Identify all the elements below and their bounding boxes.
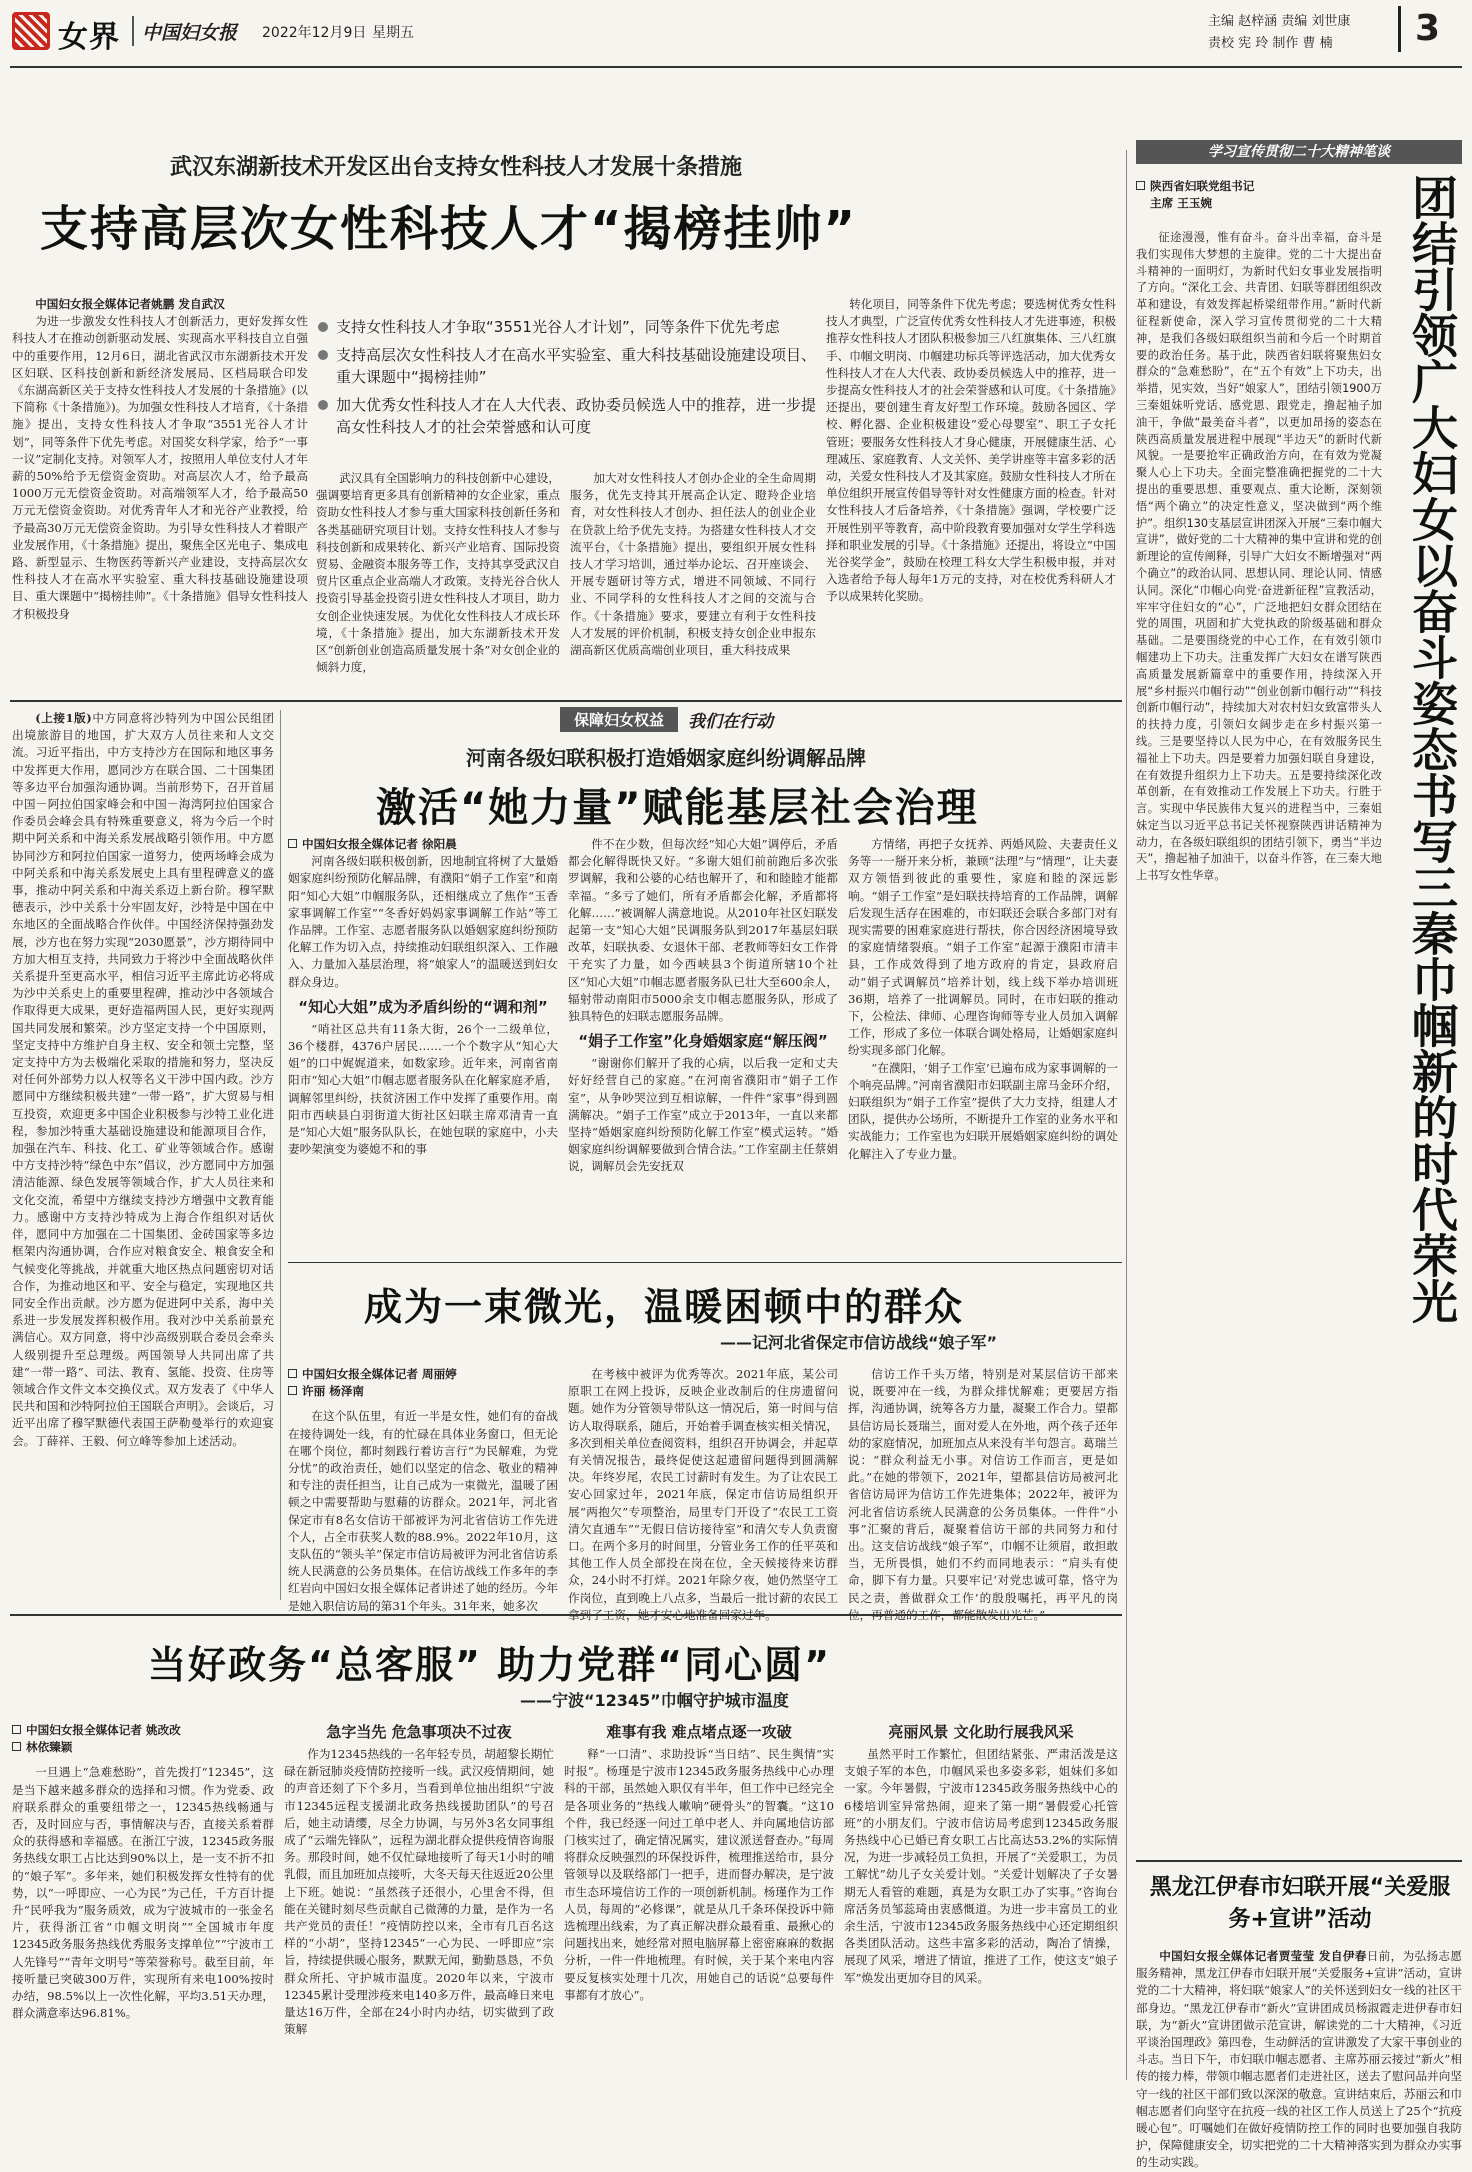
- masthead: [0, 0, 1472, 68]
- square-icon: [1136, 181, 1145, 190]
- article1-col2: [316, 470, 560, 696]
- article1-body: 为进一步激发女性科技人才创新活力，更好发挥女性科技人才在推动创新驱动发展、实现高水平科技自立自强中的重要作用，12月6日，湖北省武汉市东湖新技术开发区妇联、区科技创新和新经济发展局、区档局联合印发《东湖高新区关于支持女性科技人才发展的十条措施》(以下简称《十条措施》)。为加强女性科技人才培育，《十条措施》提出，支持女性科技人才争取“3551光谷人才计划”，同等条件下优先考虑。对国奖女科学家，给予“一事一议”定制化支持。对领军人才，按照用人单位支付人才年薪的50%给予无偿资金资助。对高层次人才，给予最高1000万元无偿资金资助。对高端领军人才，给予最高50万元无偿资金资助。对优秀青年人才和光谷产业教授，给予最高30万元无偿资金资助。为引导女性科技人才着眼产业发展作用，《十条措施》提出，聚焦全区光电子、集成电路、新型显示、生物医药等新兴产业建设，支持高层次女性科技人才在高水平实验室、重大科技基础设施建设项目、重大课题中“揭榜挂帅”。《十条措施》倡导女性科技人才积极投身: [12, 314, 308, 621]
- bullet-dot-icon: [318, 350, 328, 360]
- bullet-item: [318, 394, 818, 438]
- article1-col3: [570, 470, 816, 696]
- article3-col2: [568, 836, 838, 1256]
- section-rule: [10, 700, 1122, 702]
- article4-col3: [848, 1366, 1118, 1606]
- bullet-item: [318, 344, 818, 388]
- article1-kicker: 武汉东湖新技术开发区出台支持女性科技人才发展十条措施: [170, 155, 743, 180]
- section-rule: [288, 1262, 1122, 1263]
- article4-body: 在这个队伍里，有近一半是女性，她们有的奋战在接待调处一线，有的忙碌在具体业务窗口，但无论在哪个岗位，都时刻践行着访言行“为民解难，为党分忧”的政治责任，她们以坚定的信念、敬业的精神和专注的责任担当，让自己成为一束微光，温暖了困顿之中需要帮助与慰藉的访群众。2021年，河北省保定市有8名女信访干部被评为河北省信访工作先进个人，占全市获奖人数的88.9%。2022年10月，这支队伍的“领头羊”保定市信访局被评为河北省信访系统人民满意的公务员集体。在信访战线工作多年的李红岩向中国妇女报全媒体记者讲述了她的经历。今年是她入职信访局的第31个年头。31年来，她多次: [288, 1409, 558, 1613]
- article2-body: [12, 710, 274, 1450]
- article2-divider: [280, 710, 281, 1600]
- article1-body: 武汉具有全国影响力的科技创新中心建设，强调要培育更多具有创新精神的女企业家，重点资助女性科技人才参与重大国家科技创新任务和各类基础研究项目计划。支持女性科技人才参与科技创新和成果转化、新兴产业培育、国际投资贸易、金融资本服务等工作，支持其享受武汉自贸片区重点企业高端人才政策。支持光谷合伙人投资引导基金投资引进女性科技人才项目，助力女创企业快速发展。为优化女性科技人才成长环境，《十条措施》提出，加大东湖新技术开发区“创新创业创造高质量发展十条”对女创企业的倾斜力度，: [316, 471, 560, 675]
- article3-byline: 中国妇女报全媒体记者 徐阳晨: [302, 837, 457, 851]
- article5-body: 虽然平时工作繁忙，但团结紧张、严肃活泼是这支娘子军的本色，巾帼风采也多姿多彩，姐妹们多如一家。今年暑假，宁波市12345政务服务热线中心的6楼培训室异常热闹，迎来了第一期“暑假爱心托管班”的小朋友们。宁波市信访局考虑到12345政务服务热线中心已婚已育女职工占比高达53.2%的实际情况，为进一步减轻员工负担，开展了“关爱职工，为员工解忧”幼儿子女关爱计划。“关爱计划解决了子女暑期无人看管的难题，真是为女职工办了实事。”咨询台席活务员邹蕊琦由衷感慨道。为进一步丰富员工的业余生活，宁波市12345政务服务热线中心还定期组织各类团队活动。这些丰富多彩的活动，陶冶了情操，展现了风采，增进了情谊，推进了工作，使这支“娘子军”焕发出更加夺目的风采。: [844, 1747, 1118, 1985]
- article5-col2: [284, 1722, 554, 2142]
- header-divider: [132, 16, 134, 46]
- section-rule: [1136, 1860, 1462, 1862]
- sidebar-title: 团结引领广大妇女以奋斗姿态书写三秦巾帼新的时代荣光: [1405, 174, 1459, 1324]
- bullet-text: 加大优秀女性科技人才在人大代表、政协委员候选人中的推荐，进一步提高女性科技人才的社会荣誉感和认可度: [336, 396, 817, 436]
- banner-slogan: 我们在行动: [688, 711, 774, 732]
- article3-col1: [288, 836, 558, 1256]
- article5-body: 释“一口清”、求助投诉“当日结”、民生舆情“实时报”。杨瑾是宁波市12345政务服务热线中心办理科的干部，虽然她入职仅有半年，但工作中已经完全是各项业务的“热线人嗽响”硬骨头”的智囊。“这10个件，我已经逐一问过工单中老人、并向属地信访部门核实过了，确定情况属实，建议派送督查办。”每周将群众反映强烈的环保投诉件，梳理推送给市，县分管领导以及联络部门一把手，进而督办解决，是宁波市生态环境信访工作的一项创新机制。杨瑾作为工作人员，每周的“必修课”，就是从几千条环保投诉中筛选梳理出线索，为了真正解决群众最看重、最揪心的问题找出来，她经常对照电脑屏幕上密密麻麻的数据分析，一件一件地梳理。有时候，关于某个来电内容要反复核实处理十几次，用她自己的话说“总要每件事都有才放心”。: [564, 1747, 834, 2002]
- article4-body: 在考核中被评为优秀等次。2021年底，某公司原职工在网上投诉，反映企业改制后的住房遗留问题。她作为分管领导带队这一情况后，第一时间与信访人取得联系，随后，开始着手调查核实相关情况，多次到相关单位查阅资料，组织召开协调会，并起草有关情况报告，最终促使这起遗留问题得到圆满解决。年终岁尾，农民工讨薪时有发生。为了让农民工安心回家过年，2021年底，保定市信访局组织开展“两抱欠”专项整治，局里专门开设了“农民工工资清欠直通车”“无假日信访接待室”和清欠专人负责窗口。在两个多月的时间里，分管业务工作的任平英和其他工作人员全部投在岗在位，全天候接待来访群众，24小时不打烊。2021年除夕夜，她仍然坚守工作岗位，直到晚上八点多，当最后一批讨薪的农民工: [568, 1367, 838, 1605]
- sidebar2-body-text: 日前，为弘扬志愿服务精神，黑龙江伊春市妇联开展“关爱服务+宣讲”活动，宣讲党的二十大精神，将妇联“娘家人”的关怀送到妇女一线的社区干部身边。“黑龙江伊春市“新火”宣讲团成员杨淑霞走进伊春市妇联，为“新火”宣讲团做示范宣讲，解读党的二十大精神，《习近平谈治国理政》第四卷，生动鲜活的宣讲激发了大家干事创业的斗志。当日下午，市妇联巾帼志愿者、主席苏丽云接过“新火”相传的接力棒，带领巾帼志愿者们走进社区，送去了慰问品并向坚守一线的社区干部们致以深深的敬意。宣讲结束后，苏丽云和巾帼志愿者们向坚守在抗疫一线的社区工作人员送上了25个“抗疫暖心包”。叮嘱她们在做好疫情防控工作的同时也要加强自我防护，保障健康安全，切实把党的二十大精神落实到为群众办实事的生动实践。: [1136, 1949, 1462, 2170]
- article4-byline-row: [288, 1383, 558, 1400]
- square-icon: [12, 1742, 21, 1751]
- sidebar-byline2: 主席 王玉婉: [1150, 196, 1213, 211]
- sidebar-body: [1136, 230, 1382, 1850]
- header-rule: [10, 66, 1462, 68]
- article3-subhead: “知心大姐”成为矛盾纠纷的“调和剂”: [298, 997, 548, 1016]
- issue-date: 2022年12月9日: [262, 25, 367, 41]
- sidebar2-text: [1136, 1948, 1462, 2172]
- article5-byline-row: [12, 1722, 274, 1739]
- square-icon: [12, 1725, 21, 1734]
- sidebar-text: 征途漫漫，惟有奋斗。奋斗出幸福，奋斗是我们实现伟大梦想的主旋律。党的二十大提出奋斗精神的一面明灯，为新时代妇女事业发展指明了方向。“深化工会、共青团、妇联等群团组织改革和建设，有效发挥起桥梁纽带作用。”新时代新征程新使命，深入学习宣传贯彻党的二十大精神，是我们各级妇联组织当前和今后一个时期首要的政治任务。基于此，陕西省妇联将聚焦妇女群众的“急难愁盼”，在“五个有效”上下功夫，出举措，见实效，当好“娘家人”，团结引领1900万三秦姐妹听党话、感党恩、跟党走，撸起袖子加油干，争做“最美奋斗者”，以更加昂扬的姿态在陕西高质量发展进程中展现“半边天”的新时代新风貌。一是要抢牢正确政治方向，在有效为党凝聚人心上下功夫。全面完整准确把握党的二十大提出的重要思想、重要观点、重大论断，深刻领悟“两个确立”的决定性意义，坚决做到“两个维护”。组织130支基层宣讲团深入开展“三秦巾帼大宣讲”，做好党的二十大精神的集中宣讲和党的创新理论的宣传阐释，引导广大妇女不断增强对“两个确立”的政治认同、思想认同、理论认同、情感认同。深化“巾帼心向党·奋进新征程”宣教活动，牢牢守住妇女的“心”，广泛地把妇女群众团结在党的周围，巩固和扩大党执政的阶级基础和群众基础。二是要围绕党的中心工作，在有效引领巾帼建功上下功夫。注重发挥广大妇女在谱写陕西高质量发展新篇章中的重要作用，持续深入开展“乡村振兴巾帼行动”“创业创新巾帼行动”“科技创新巾帼行动”，持续加大对农村妇女致富带头人的扶持力度，引领妇女阔步走在乡村振兴第一线。三是要坚持以人民为中心，在有效服务民生福祉上下功夫。四是要着力加强妇联自身建设，在有效提升组织力上下功夫。五是要持续深化改革创新，在有效推动工作发展上下功夫。行胜于言。实现中华民族伟大复兴的进程当中，三秦姐妹定当以习近平总书记关怀视察陕西讲话精神为动力，在各级妇联组织的团结引领下，勇当“半边天”，撸起袖子加油干，以奋斗作答，在三秦大地上书写女性华章。: [1136, 231, 1382, 883]
- section-rule: [10, 1614, 1122, 1616]
- article3-body: 件不在少数，但每次经“知心大姐”调停后，矛盾都会化解得既快又好。“多谢大姐们前前跑后多次张罗调解，我和公婆的心结也解开了，和和睦睦才能都幸福。“多亏了她们，所有矛盾都会化解，矛盾都将化解……”被调解人满意地说。从2010年社区妇联发起第一支“知心大姐”民调服务队到2017年基层妇联改革，妇联执委、女退休干部、老教师等妇女工作骨干充实了力量，如今西峡县3个街道所辖10个社区“知心大姐”巾帼志愿者服务队已壮大至600余人，辐射带动南阳市5000余支巾帼志愿服务队，形成了独具特色的妇联志愿服务品牌。: [568, 837, 838, 1024]
- sidebar2-body: [1136, 1948, 1462, 2170]
- article3-col3: [848, 836, 1118, 1256]
- sidebar-byline1: 陕西省妇联党组书记: [1150, 179, 1255, 193]
- bullet-item: [318, 316, 818, 338]
- article1-body: 加大对女性科技人才创办企业的全生命周期服务，优先支持其开展高企认定、瞪羚企业培育，对女性科技人才创办、担任法人的创业企业在贷款上给予优先支持。为搭建女性科技人才交流平台，《十条措施》提出，要组织开展女性科技人才学习培训，通过举办论坛、召开座谈会、开展专题研讨等方式，增进不同领域、不同行业、不同学科的女性科技人才之间的交流与合作。《十条措施》要求，要建立有利于女性科技人才发展的评价机制，积极支持女创企业申报东湖高新区优质高端创业项目，重大科技成果: [570, 471, 816, 658]
- square-icon: [288, 1369, 297, 1378]
- production-credits: 责校 宪 玲 制作 曹 楠: [1208, 36, 1333, 51]
- article5-byline2: 林依臻颖: [26, 1740, 73, 1755]
- article1-col4: [826, 296, 1116, 696]
- article3-body: “在濮阳，‘娟子工作室’已遍布成为家事调解的一个响亮品牌。”河南省濮阳市妇联副主席马金环介绍，妇联组织为“娟子工作室”提供了大力支持，组建人才团队，提供办公场所，不断提升工作室的业务水平和实战能力；工作室也为妇联开展婚姻家庭纠纷的调处化解注入了专业力量。: [848, 1060, 1118, 1161]
- article3-banner: [560, 706, 773, 732]
- sidebar2-byline: 中国妇女报全媒体记者贾莹莹 发自伊春: [1159, 1949, 1367, 1963]
- article3-byline-row: [288, 836, 558, 853]
- article5-col3: [564, 1722, 834, 2142]
- sidebar-banner: [1136, 140, 1462, 164]
- article4-title: 成为一束微光，温暖困顿中的群众: [364, 1285, 965, 1329]
- article2-col: [12, 710, 274, 1610]
- paper-name: 中国妇女报: [142, 22, 238, 44]
- article3-body: 河南各级妇联积极创新，因地制宜将树了大量婚姻家庭纠纷预防化解品牌，有濮阳“娟子工作室”和南阳“知心大姐”巾帼服务队，还相继成立了焦作“玉香家事调解工作室”“冬香好妈妈家事调解工作站”等工作品牌。工作室、志愿者服务队以婚姻家庭纠纷预防化解工作为切入点，持续推动妇联组织深入、工作融入、力量加入基层治理，将“娘家人”的温暖送到妇女群众身边。: [288, 854, 558, 989]
- article3-body: “哨社区总共有11条大街，26个一二级单位，36个楼群，4376户居民……一个个数字从“知心大姐”的口中娓娓道来，如数家珍。近年来，河南省南阳市“知心大姐”巾帼志愿者服务队在化解家庭矛盾，调解邻里纠纷，扶贫济困工作中发挥了重要作用。南阳市西峡县白羽街道大街社区妇联主席邓清青一直是“知心大姐”服务队队长，在她包联的家庭中，小夫妻吵架演变为婆媳不和的事: [288, 1021, 558, 1157]
- sidebar-banner-text: 学习宣传贯彻二十大精神笔谈: [1208, 144, 1390, 160]
- article1-body: 转化项目，同等条件下优先考虑；要选树优秀女性科技人才典型，广泛宣传优秀女性科技人才先进事迹，积极推荐女性科技人才团队积极参加三八红旗集体、三八红旗手、巾帼文明岗、巾帼建功标兵等评选活动，加大优秀女性科技人才在人大代表、政协委员候选人中的推荐，进一步提高女性科技人才的社会荣誉感和认可度。《十条措施》还提出，要创建生育友好型工作环境。鼓励各园区、学校、孵化器、企业积极建设“爱心母婴室”、职工子女托管班；要服务女性科技人才身心健康，开展健康生活、心理减压、家庭教育、人文关怀、美学讲座等丰富多彩的活动，关爱女性科技人才及其家庭。鼓励女性科技人才所在单位组织开展宣传倡导等针对女性健康方面的检查。针对女性科技人才后备培养，《十条措施》强调，学校要广泛开展性别平等教育，高中阶段教育要加强对女学生学科选择和职业发展的引导。《十条措施》还提出，将设立“中国光谷奖学金”，鼓励在校理工科女大学生积极申报，并对入选者给予每人每年1万元的支持，对在校优秀科研人才予以成果转化奖励。: [826, 297, 1116, 604]
- page-number: 3: [1398, 6, 1454, 52]
- article5-body: 作为12345热线的一名年轻专员，胡超黎长期忙碌在新冠肺炎疫情防控接听一线。武汉疫情期间，她的声音还刻了下个多月，当看到单位抽出组织“宁波市12345远程支援湖北政务热线援助团队”的号召后，她主动请缨，尽全力协调，与另外3名女同事组成了“云端先锋队”，远程为湖北群众提供疫情咨询服务。那段时间，她不仅忙碌地接听了每天1小时的哺乳假，而且加班加点接听，大冬天每天往返近20公里上下班。她说：“虽然孩子还很小，心里舍不得，但能在关键时刻尽些贡献自己微薄的力量，是作为一名共产党员的责任！”疫情防控以来，全市有几百名这样的“小胡”，坚持12345“一心为民、一呼即应”宗旨，持续提供暖心服务，默默无闻，勤勤恳恳，不负群众所托、守护城市温度。2020年以来，宁波市12345累计受理涉疫来电140多万件，最高峰日来电量达16万件，全部在24小时内办结，切实做到了政策解: [284, 1747, 554, 2037]
- article5-subtitle: ——宁波“12345”巾帼守护城市温度: [520, 1691, 789, 1710]
- article1-title: 支持高层次女性科技人才“揭榜挂帅”: [40, 201, 858, 257]
- article5-subhead: 难事有我 难点堵点逐一攻破: [606, 1723, 792, 1741]
- banner-label: 保障妇女权益: [560, 707, 678, 732]
- article3-body: 方情绪，再把子女抚养、两婚风险、夫妻责任义务等一一掰开来分析，兼顾“法理”与“情理”，让夫妻双方领悟到彼此的重要性，家庭和睦的深远影响。“娟子工作室”是妇联扶持培育的工作品牌，调解后发现生活存在困难的，市妇联还会联合多部门对有现实需要的困难家庭进行帮扶，你合因经济困境导致的家庭情绪裂痕。“娟子工作室”起源于濮阳市清丰县，工作成效得到了地方政府的肯定，县政府启动“娟子式调解员”培养计划，线上线下举办培训班36期，培养了一批调解员。同时，在市妇联的推动下，公检法、律师、心理咨询师等专业人员加入调解工作，形成了多位一体联合调处格局，让婚姻家庭纠纷实现多部门化解。: [848, 837, 1118, 1058]
- section-logo-icon: [12, 12, 50, 50]
- article4-col1: [288, 1366, 558, 1613]
- article4-subtitle: ——记河北省保定市信访战线“娘子军”: [720, 1333, 998, 1352]
- article4-byline2: 许丽 杨泽南: [302, 1384, 365, 1399]
- sidebar-byline: [1136, 178, 1346, 212]
- article5-body: 一旦遇上“急难愁盼”，首先拨打“12345”，这是当下越来越多群众的选择和习惯。作为党委、政府联系群众的重要纽带之一，12345热线畅通与否，及时回应与否，事情解决与否，直接关系着群众的获得感和幸福感。在浙江宁波，12345政务服务热线女职工占比达到90%以上，是一支不折不扣的“娘子军”。多年来，她们积极发挥女性特有的优势，以“一呼即应、一心为民”为己任，千方百计提升“民呼我为”服务质效，成为宁波城市的一张金名片，获得浙江省“巾帼文明岗”“全国城市年度12345政务服务热线优秀服务支撑单位”“宁波市工人先锋号”“青年文明号”等荣誉称号。截至目前，年接听量已突破300万件，实现所有来电100%按时办结，98.5%以上一次性化解，平均3.51天办理，群众满意率达96.81%。: [12, 1765, 274, 2021]
- section-name: 女界: [58, 20, 120, 55]
- article4-col2: [568, 1366, 838, 1606]
- bullet-text: 支持女性科技人才争取“3551光谷人才计划”，同等条件下优先考虑: [336, 318, 780, 336]
- article5-col4: [844, 1722, 1118, 2142]
- square-icon: [288, 1386, 297, 1395]
- sidebar2-title: 黑龙江伊春市妇联开展“关爱服务+宣讲”活动: [1149, 1875, 1451, 1932]
- article4-byline1: 中国妇女报全媒体记者 周丽婷: [302, 1367, 457, 1381]
- sidebar-byline-row: [1136, 178, 1346, 195]
- bullet-text: 支持高层次女性科技人才在高水平实验室、重大科技基础设施建设项目、重大课题中“揭榜挂帅”: [336, 346, 817, 386]
- article3-title: 激活“她力量”赋能基层社会治理: [376, 785, 979, 831]
- article1-col1: [12, 296, 308, 696]
- article3-subhead: “娟子工作室”化身婚姻家庭“解压阀”: [578, 1032, 828, 1051]
- article5-subhead: 急字当先 危急事项决不过夜: [326, 1723, 512, 1741]
- article1-byline: 中国妇女报全媒体记者姚鹏 发自武汉: [35, 297, 225, 311]
- article4-byline-row: [288, 1366, 558, 1383]
- article2-jumpnote: (上接1版): [35, 711, 92, 725]
- article5-col1: [12, 1722, 274, 2142]
- article3-body: “谢谢你们解开了我的心病，以后我一定和丈夫好好经营自己的家庭。”在河南省濮阳市“娟子工作室”，从争吵哭泣到互相谅解，一件件“家事”得到圆满解决。“娟子工作室”成立于2013年，一直以来都坚持“婚姻家庭纠纷预防化解工作室”模式运转。“婚姻家庭纠纷调解要做到合情合法。”工作室副主任蔡娟说，调解员会先安抚双: [568, 1056, 838, 1174]
- article3-kicker: 河南各级妇联积极打造婚姻家庭纠纷调解品牌: [466, 746, 866, 770]
- bullet-dot-icon: [318, 400, 328, 410]
- article5-subhead: 亮丽风景 文化助行展我风采: [888, 1723, 1074, 1741]
- article1-bullets: [318, 316, 818, 444]
- editor-credits: 主编 赵梓涵 责编 刘世康: [1208, 14, 1351, 29]
- square-icon: [288, 839, 297, 848]
- issue-weekday: 星期五: [372, 25, 414, 41]
- article2-text: 中方同意将沙特列为中国公民组团出境旅游目的地国，扩大双方人员往来和人文交流。习近平指出，中方支持沙方在国际和地区事务中发挥更大作用，愿同沙方在联合国、二十国集团等多边平台加强沟通协调。当前形势下，召开首届中国－阿拉伯国家峰会和中国－海湾阿拉伯国家合作委员会峰会具有特殊重要意义，将为今后一个时期中阿关系和中海关系发展战略引领作用。中方愿协同沙方和阿拉伯国家一道努力，使两场峰会成为中阿关系和中海关系发展史上具有里程碑意义的盛事，推动中阿关系和中海关系迈上新台阶。穆罕默德表示，沙中关系十分牢固友好，沙特是中国在中东地区的全面战略合作伙伴。中国经济保持强劲发展，沙方也在努力实现“2030愿景”，沙方期待同中方加大相互支持，共同致力于将沙中全面战略伙伴关系提升至更高水平，相信习近平主席此访必将成为沙中关系史上的重要里程碑，推动沙中各领域合作取得更大成果，更好造福两国人民，更好实现两国共同发展和繁荣。沙方坚定支持一个中国原则，坚定支持中方维护自身主权、安全和领土完整，坚定支持中方为去极端化采取的措施和努力，坚决反对任何外部势力以人权等名义干涉中国内政。沙方愿同中方继续积极共建“一带一路”，扩大贸易与相互投资，欢迎更多中国企业积极参与沙特工业化进程，参加沙特重大基础设施建设和能源项目合作，加强在汽车、科技、化工、矿业等领域合作。感谢中方支持沙特“绿色中东”倡议，沙方愿同中方加强清洁能源、绿色发展等领域合作，扩大人员往来和文化交流，希望中方继续支持沙方增强中文教育能力。感谢中方支持沙特成为上海合作组织对话伙伴，愿同中方加强在二十国集团、金砖国家等多边框架内沟通协调，合作应对粮食安全、粮食安全和气候变化等挑战，并就重大地区热点问题密切对话合作，为推动地区和平、安全与稳定，实现地区共同安全作出贡献。沙方愿为促进阿中关系，海中关系进一步发展发挥积极作用。我对沙中关系前景充满信心。双方同意，将中沙高级别联合委员会牵头人级别提升至总理级。两国领导人共同出席了共建“一带一路”、司法、教育、氢能、投资、住房等领域合作文件文本交换仪式。双方发表了《中华人民共和国和沙特阿拉伯王国联合声明》。会谈后，习近平出席了穆罕默德代表国王萨勒曼举行的欢迎宴会。丁薛祥、王毅、何立峰等参加上述活动。: [12, 711, 274, 1448]
- bullet-dot-icon: [318, 322, 328, 332]
- article5-byline-row: [12, 1739, 274, 1756]
- article5-byline1: 中国妇女报全媒体记者 姚改改: [26, 1723, 181, 1737]
- article4-body: 信访工作千头万绪，特别是对某层信访干部来说，既要冲在一线，为群众排忧解难；更要居方指挥，沟通协调，统筹各方力量，凝聚工作合力。望都县信访局长聂瑞兰，面对爱人在外地，两个孩子还年幼的家庭情况，加班加点从来没有半句怨言。葛瑞兰说：“群众利益无小事。对信访工作而言，更是如此。”在她的带领下，2021年，望都县信访局被河北省信访局评为信访工作先进集体；2022年，被评为河北省信访系统人民满意的公务员集体。一件件“小事”汇聚的背后，凝聚着信访干部的共同努力和付出。这支信访战线“娘子军”，巾帼不让须眉，敢担敢当，无所畏惧，她们不约而同地表示：“肩头有使命，脚下有力量。只要牢记‘对党忠诚可靠，恪守为民之责，善做群众工作’的殷殷嘱托，再平凡的岗: [848, 1367, 1118, 1605]
- article5-title: 当好政务“总客服” 助力党群“同心圆”: [148, 1643, 832, 1687]
- column-divider: [1126, 150, 1127, 2080]
